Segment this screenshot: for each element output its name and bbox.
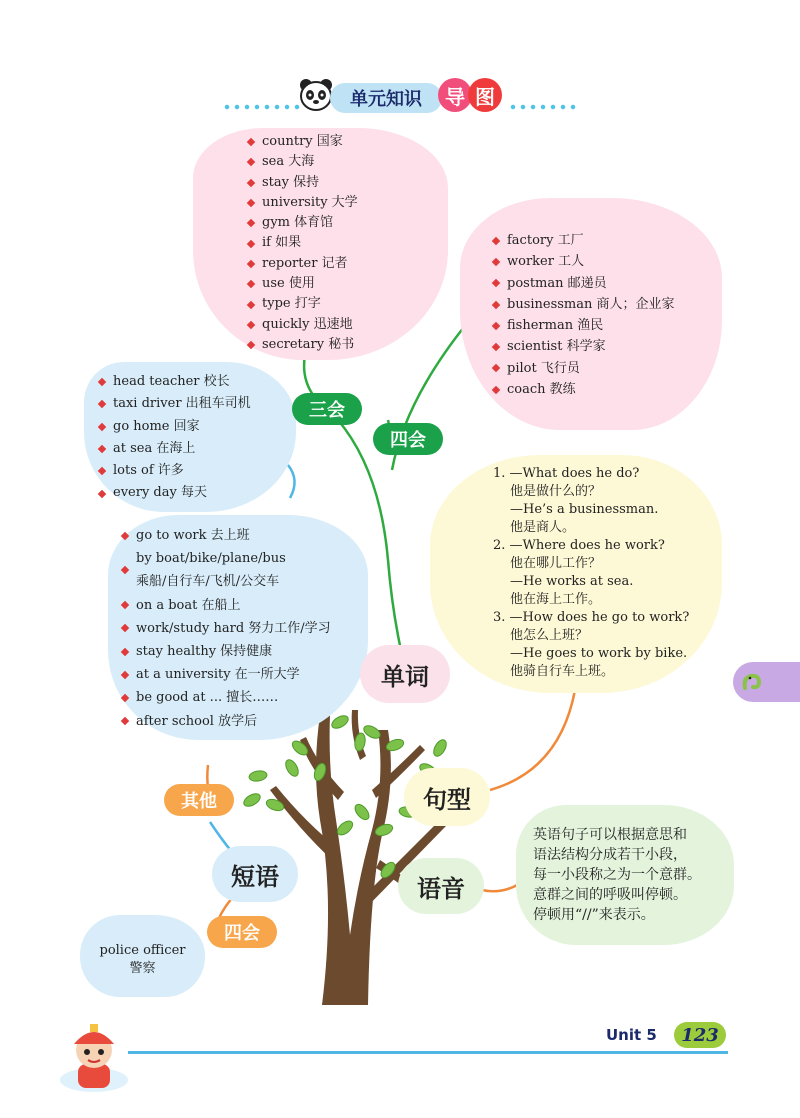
phrase-item: [120, 640, 331, 663]
list-item-sub: 乘船/自行车/飞机/公交车: [136, 574, 280, 590]
pronunciation-line: 意群之间的呼吸叫停顿。: [533, 887, 687, 903]
sentence-line: 他在海上工作。: [510, 592, 602, 607]
word-item: pilot 飞行员: [491, 358, 675, 379]
list-item-text: work/study hard 努力工作/学习: [136, 620, 331, 636]
footer-page-number: 123: [674, 1022, 726, 1048]
snake-icon: [741, 670, 765, 694]
sentence-line: —He’s a businessman.: [510, 502, 659, 517]
word-item: quickly 迅速地: [246, 315, 358, 335]
pronunciation-line: 每一小段称之为一个意群。: [533, 867, 701, 883]
word-item: sea 大海: [246, 152, 358, 172]
phrase-item: [120, 617, 331, 640]
word-item: secretary 秘书: [246, 335, 358, 355]
tag-duanyu: 短语: [212, 846, 298, 902]
word-item: coach 教练: [491, 379, 675, 400]
phrase-item: taxi driver 出租车司机: [97, 393, 251, 415]
sentence-line: 2. —Where does he work?: [493, 538, 665, 553]
tag-juxing: 句型: [404, 768, 490, 826]
word-item: businessman 商人；企业家: [491, 294, 675, 315]
police-en: police officer: [99, 943, 186, 958]
word-item: country 国家: [246, 132, 358, 152]
list-item-text: be good at ... 擅长……: [136, 690, 279, 706]
header-char-tu: 图: [468, 78, 502, 112]
pronunciation-line: 停顿用“//”来表示。: [533, 907, 655, 923]
sentences-text: [493, 465, 689, 681]
tag-danci: 单词: [360, 645, 450, 703]
phrase-item: every day 每天: [97, 482, 251, 504]
side-tab: [733, 662, 800, 702]
pronunciation-line: 英语句子可以根据意思和: [533, 827, 687, 843]
word-item: fisherman 渔民: [491, 315, 675, 336]
list-item-text: by boat/bike/plane/bus: [136, 551, 286, 567]
list-item-text: at a university 在一所大学: [136, 667, 300, 683]
sentence-line: 他在哪儿工作？: [510, 556, 602, 571]
list-item-text: stay healthy 保持健康: [136, 644, 273, 660]
footer-line: [128, 1051, 728, 1054]
word-item: postman 邮递员: [491, 273, 675, 294]
sentence-line: —He works at sea.: [510, 574, 634, 589]
police-text: [80, 942, 205, 978]
word-item: worker 工人: [491, 251, 675, 272]
sihui-word-list: [491, 230, 675, 400]
word-item: scientist 科学家: [491, 336, 675, 357]
sanhui-word-list: [246, 132, 358, 355]
tag-sanhui: 三会: [292, 393, 362, 425]
tag-sihui-phrase: 四会: [207, 916, 277, 948]
list-item-text: on a boat 在船上: [136, 597, 241, 613]
word-item: type 打字: [246, 294, 358, 314]
sentence-line: 1. —What does he do?: [493, 466, 640, 481]
tag-yuyin: 语音: [398, 858, 484, 914]
sentence-line: —He goes to work by bike.: [510, 646, 688, 661]
phrases-main-list: [120, 524, 331, 733]
tag-sihui: 四会: [373, 423, 443, 455]
footer-unit: Unit 5: [606, 1026, 657, 1044]
mascot-icon: [54, 1014, 134, 1094]
sentence-line: 他是商人。: [510, 520, 576, 535]
phrase-item: at sea 在海上: [97, 438, 251, 460]
sentence-line: 3. —How does he go to work?: [493, 610, 690, 625]
phrase-item: lots of 许多: [97, 460, 251, 482]
word-item: reporter 记者: [246, 254, 358, 274]
header-char-dao: 导: [438, 78, 472, 112]
sentence-line: 他怎么上班？: [510, 628, 589, 643]
word-item: if 如果: [246, 233, 358, 253]
phrase-item: [120, 547, 331, 593]
pronunciation-line: 语法结构分成若干小段，: [533, 847, 687, 863]
word-item: gym 体育馆: [246, 213, 358, 233]
sentence-line: 他骑自行车上班。: [510, 664, 615, 679]
sentence-line: 他是做什么的？: [510, 484, 602, 499]
phrase-item: [120, 524, 331, 547]
tag-qita: 其他: [164, 784, 234, 816]
word-item: use 使用: [246, 274, 358, 294]
phrase-item: [120, 594, 331, 617]
list-item-text: go to work 去上班: [136, 528, 250, 543]
phrase-item: head teacher 校长: [97, 371, 251, 393]
word-item: stay 保持: [246, 173, 358, 193]
word-item: university 大学: [246, 193, 358, 213]
phrases-top-list: [97, 371, 251, 505]
word-item: factory 工厂: [491, 230, 675, 251]
phrase-item: [120, 710, 331, 733]
police-zh: 警察: [129, 961, 156, 976]
header-title: 单元知识: [330, 83, 442, 113]
list-item-text: after school 放学后: [136, 713, 258, 729]
pronunciation-text: [533, 825, 701, 925]
phrase-item: [120, 663, 331, 686]
phrase-item: [120, 686, 331, 709]
phrase-item: go home 回家: [97, 416, 251, 438]
